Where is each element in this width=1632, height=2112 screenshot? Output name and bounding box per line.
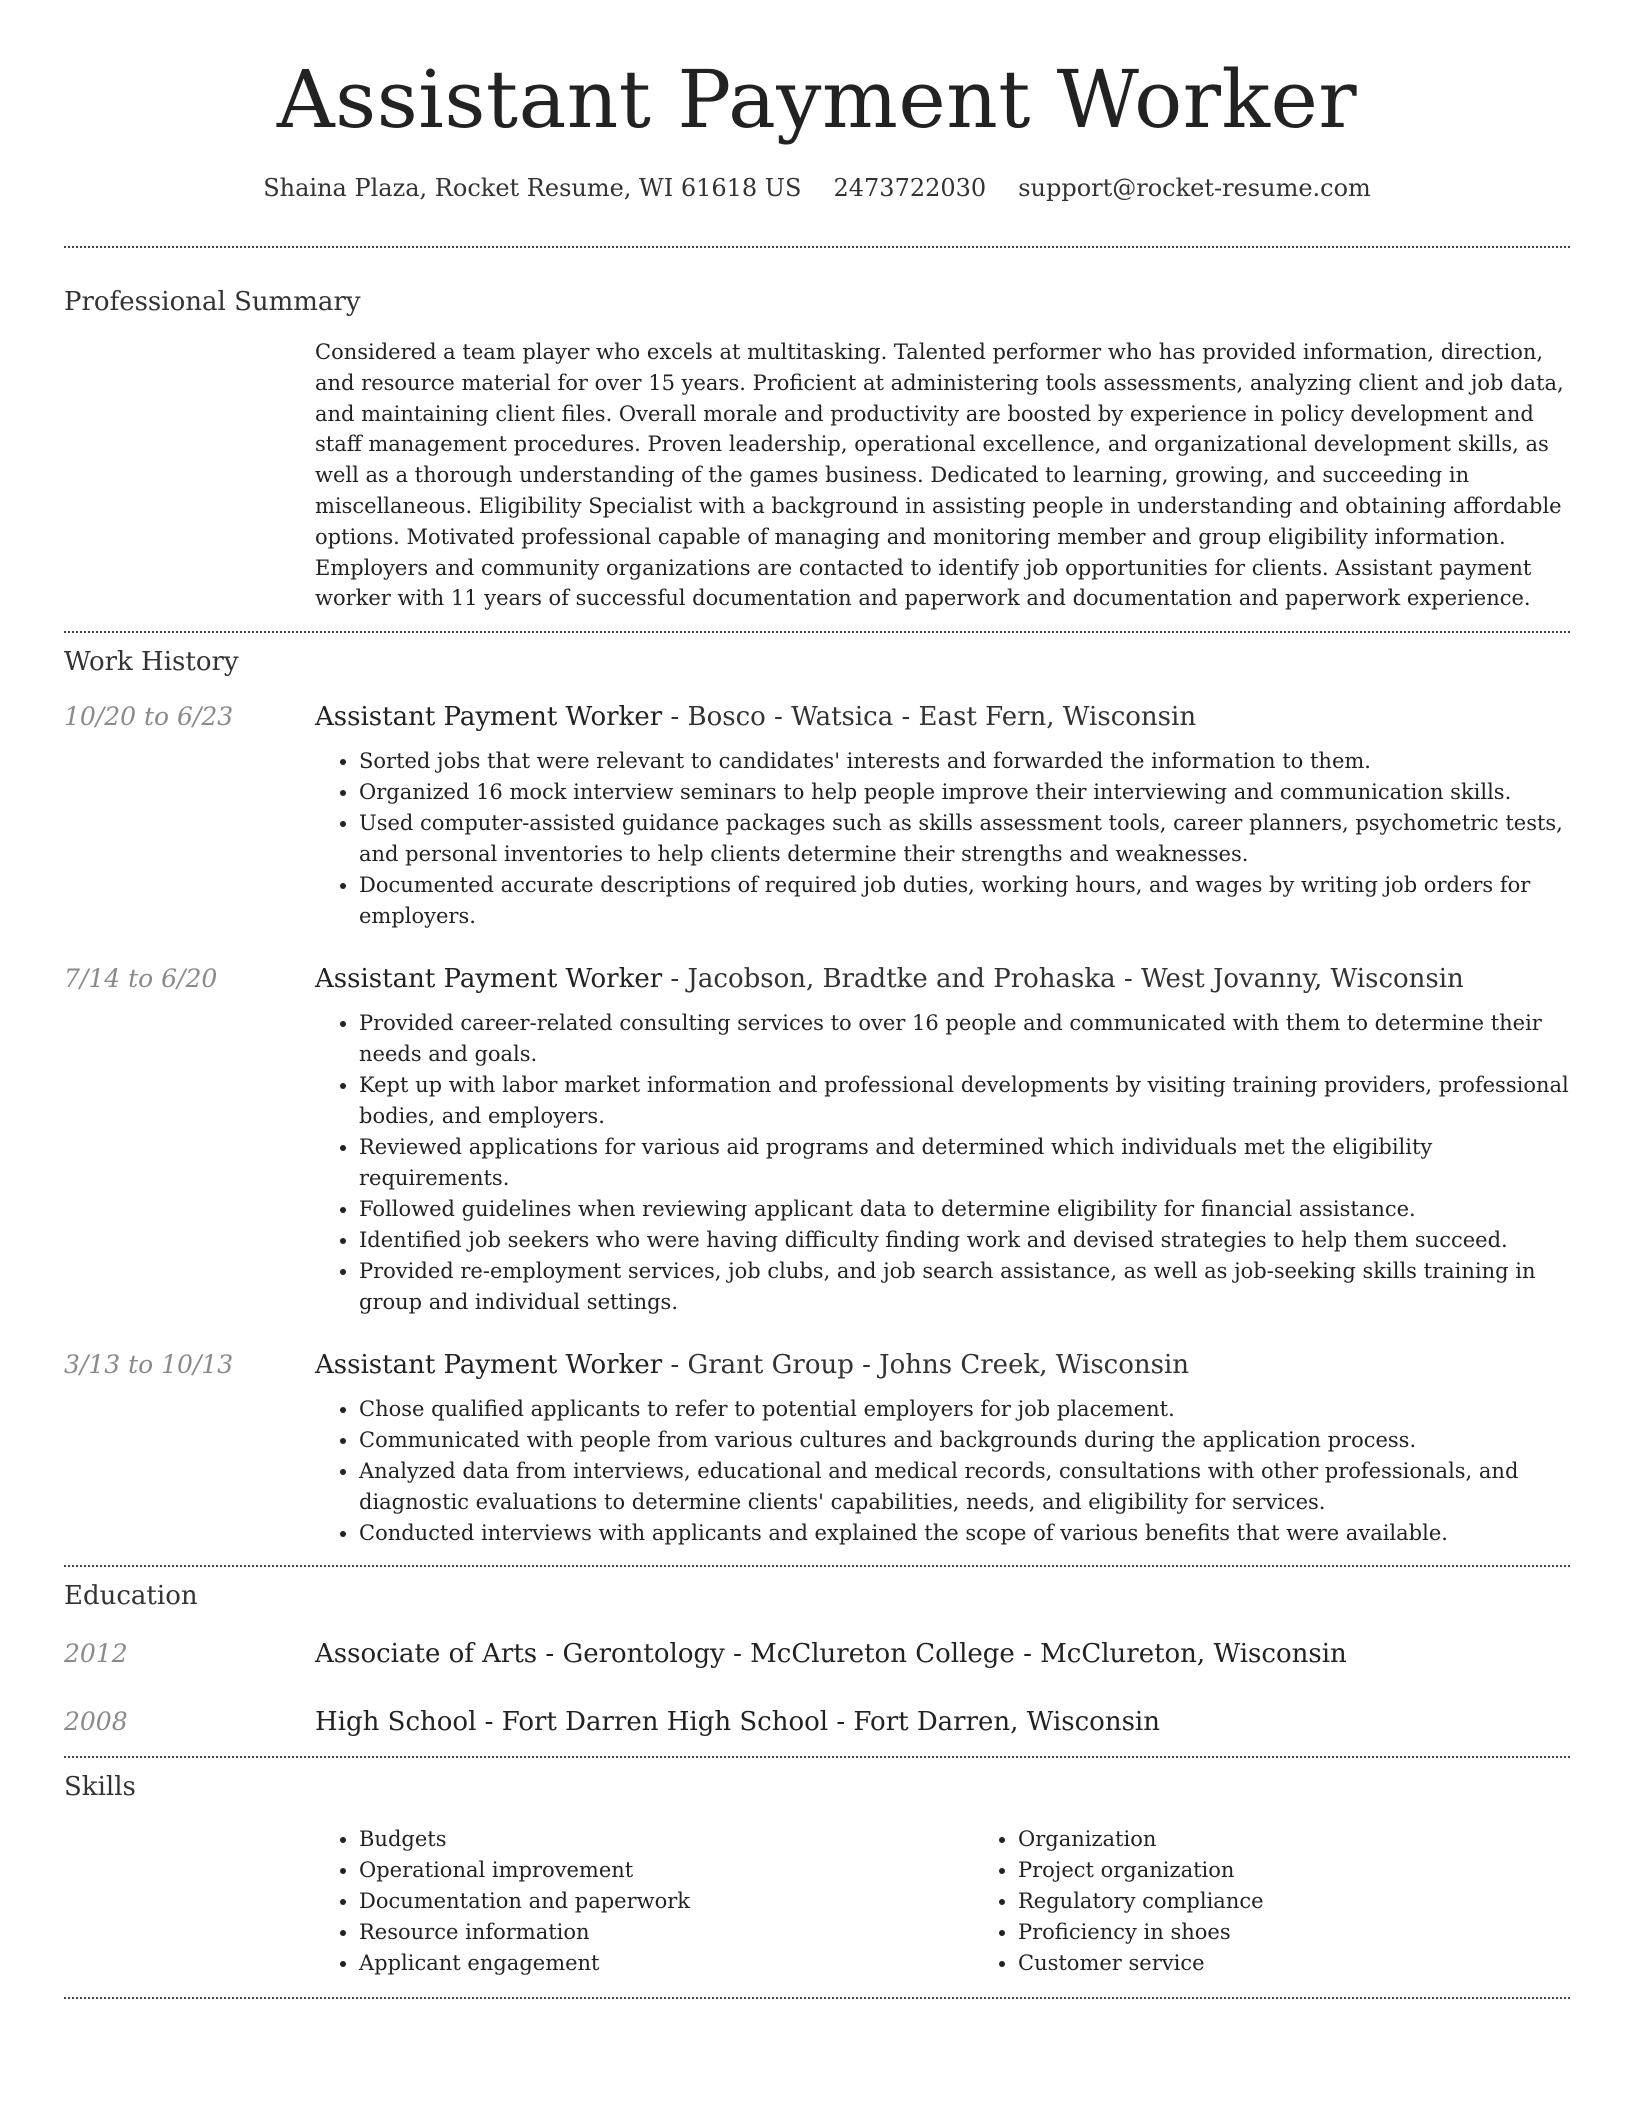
list-item: • Identified job seekers who were having difficulty finding work and devised strategies to help them succeed. bbox=[359, 1225, 1570, 1256]
education-heading bbox=[315, 1705, 1570, 1739]
work-history-section bbox=[64, 645, 1570, 1549]
job-details: - Grant Group - Johns Creek, Wisconsin bbox=[662, 1350, 1190, 1381]
education-details: - Fort Darren High School - Fort Darren, Wisconsin bbox=[476, 1707, 1160, 1738]
skill-item: • Applicant engagement bbox=[359, 1948, 974, 1979]
skill-item: • Operational improvement bbox=[359, 1855, 974, 1886]
divider bbox=[64, 1997, 1570, 1999]
list-item: • Analyzed data from interviews, educational and medical records, consultations with other professionals, and diagnostic evaluations to determine clients' capabilities, needs, and eligibility for services. bbox=[359, 1456, 1570, 1518]
contact-phone: 2473722030 bbox=[833, 174, 987, 202]
job-bullets bbox=[315, 1008, 1570, 1318]
education-entry bbox=[64, 1637, 1570, 1671]
skill-item: • Resource information bbox=[359, 1917, 974, 1948]
job-role: Assistant Payment Worker bbox=[315, 1350, 663, 1381]
job-details: - Jacobson, Bradtke and Prohaska - West Jovanny, Wisconsin bbox=[662, 964, 1464, 995]
job-role: Assistant Payment Worker bbox=[315, 702, 663, 733]
job-details: - Bosco - Watsica - East Fern, Wisconsin bbox=[662, 702, 1197, 733]
section-title-work-history: Work History bbox=[64, 647, 239, 678]
education-year: 2012 bbox=[64, 1639, 128, 1669]
job-entry bbox=[64, 700, 1570, 932]
section-title-summary: Professional Summary bbox=[64, 287, 361, 317]
divider bbox=[64, 246, 1570, 248]
job-dates: 3/13 to 10/13 bbox=[64, 1350, 234, 1380]
list-item: • Communicated with people from various cultures and backgrounds during the application process. bbox=[359, 1425, 1570, 1456]
job-entry bbox=[64, 1348, 1570, 1549]
job-heading bbox=[315, 1348, 1570, 1382]
summary-section bbox=[64, 285, 1570, 614]
job-dates: 7/14 to 6/20 bbox=[64, 964, 218, 994]
job-entry bbox=[64, 962, 1570, 1318]
skills-section bbox=[64, 1770, 1570, 1979]
job-role: Assistant Payment Worker bbox=[315, 964, 663, 995]
skill-item: • Customer service bbox=[1018, 1948, 1632, 1979]
job-heading bbox=[315, 962, 1570, 996]
skill-item: • Proficiency in shoes bbox=[1018, 1917, 1632, 1948]
candidate-name: Assistant Payment Worker bbox=[276, 53, 1358, 146]
skills-list-right bbox=[974, 1824, 1632, 1979]
skill-item: • Project organization bbox=[1018, 1855, 1632, 1886]
list-item: • Sorted jobs that were relevant to candidates' interests and forwarded the information to them. bbox=[359, 746, 1570, 777]
list-item: • Conducted interviews with applicants and explained the scope of various benefits that were available. bbox=[359, 1518, 1570, 1549]
job-bullets bbox=[315, 1394, 1570, 1549]
list-item: • Used computer-assisted guidance packages such as skills assessment tools, career planners, psychometric tests, and personal inventories to help clients determine their strengths and weaknesses. bbox=[359, 808, 1570, 870]
section-title-skills: Skills bbox=[64, 1772, 136, 1803]
list-item: • Documented accurate descriptions of required job duties, working hours, and wages by writing job orders for employers. bbox=[359, 870, 1570, 932]
list-item: • Provided re-employment services, job clubs, and job search assistance, as well as job-seeking skills training in group and individual settings. bbox=[359, 1256, 1570, 1318]
list-item: • Chose qualified applicants to refer to potential employers for job placement. bbox=[359, 1394, 1570, 1425]
resume-page bbox=[64, 0, 1570, 1999]
education-section bbox=[64, 1579, 1570, 1739]
skill-item: • Budgets bbox=[359, 1824, 974, 1855]
divider bbox=[64, 631, 1570, 633]
education-year: 2008 bbox=[64, 1707, 128, 1737]
list-item: • Kept up with labor market information and professional developments by visiting training providers, professional bodies, and employers. bbox=[359, 1070, 1570, 1132]
skills-list-left bbox=[315, 1824, 974, 1979]
contact-email: support@rocket-resume.com bbox=[1018, 174, 1371, 202]
contact-address: Shaina Plaza, Rocket Resume, WI 61618 US bbox=[263, 174, 802, 202]
section-title-education: Education bbox=[64, 1581, 198, 1612]
divider bbox=[64, 1565, 1570, 1567]
job-heading bbox=[315, 700, 1570, 734]
skill-item: • Regulatory compliance bbox=[1018, 1886, 1632, 1917]
contact-info bbox=[64, 172, 1570, 204]
summary-text: Considered a team player who excels at multitasking. Talented performer who has provided information, direction, and resource material for over 15 years. Proficient at administering tools assessments, analyzing client and job data, and maintaining client files. Overall morale and productivity are boosted by experience in policy development and staff management procedures. Proven leadership, operational excellence, and organizational development skills, as well as a thorough understanding of the games business. Dedicated to learning, growing, and succeeding in miscellaneous. Eligibility Specialist with a background in assisting people in understanding and obtaining affordable options. Motivated professional capable of managing and monitoring member and group eligibility information. Employers and community organizations are contacted to identify job opportunities for clients. Assistant payment worker with 11 years of successful documentation and paperwork and documentation and paperwork experience. bbox=[315, 340, 1564, 611]
skill-item: • Documentation and paperwork bbox=[359, 1886, 974, 1917]
skill-item: • Organization bbox=[1018, 1824, 1632, 1855]
education-entry bbox=[64, 1705, 1570, 1739]
resume-header bbox=[64, 0, 1570, 204]
education-degree: Associate of Arts - Gerontology bbox=[315, 1639, 725, 1670]
summary-spacer bbox=[64, 337, 315, 614]
list-item: • Followed guidelines when reviewing applicant data to determine eligibility for financial assistance. bbox=[359, 1194, 1570, 1225]
list-item: • Reviewed applications for various aid programs and determined which individuals met the eligibility requirements. bbox=[359, 1132, 1570, 1194]
job-bullets bbox=[315, 746, 1570, 932]
job-dates: 10/20 to 6/23 bbox=[64, 702, 234, 732]
divider bbox=[64, 1756, 1570, 1758]
education-heading bbox=[315, 1637, 1570, 1671]
education-details: - McClureton College - McClureton, Wisconsin bbox=[724, 1639, 1347, 1670]
list-item: • Provided career-related consulting services to over 16 people and communicated with them to determine their needs and goals. bbox=[359, 1008, 1570, 1070]
list-item: • Organized 16 mock interview seminars to help people improve their interviewing and communication skills. bbox=[359, 777, 1570, 808]
education-degree: High School bbox=[315, 1707, 477, 1738]
